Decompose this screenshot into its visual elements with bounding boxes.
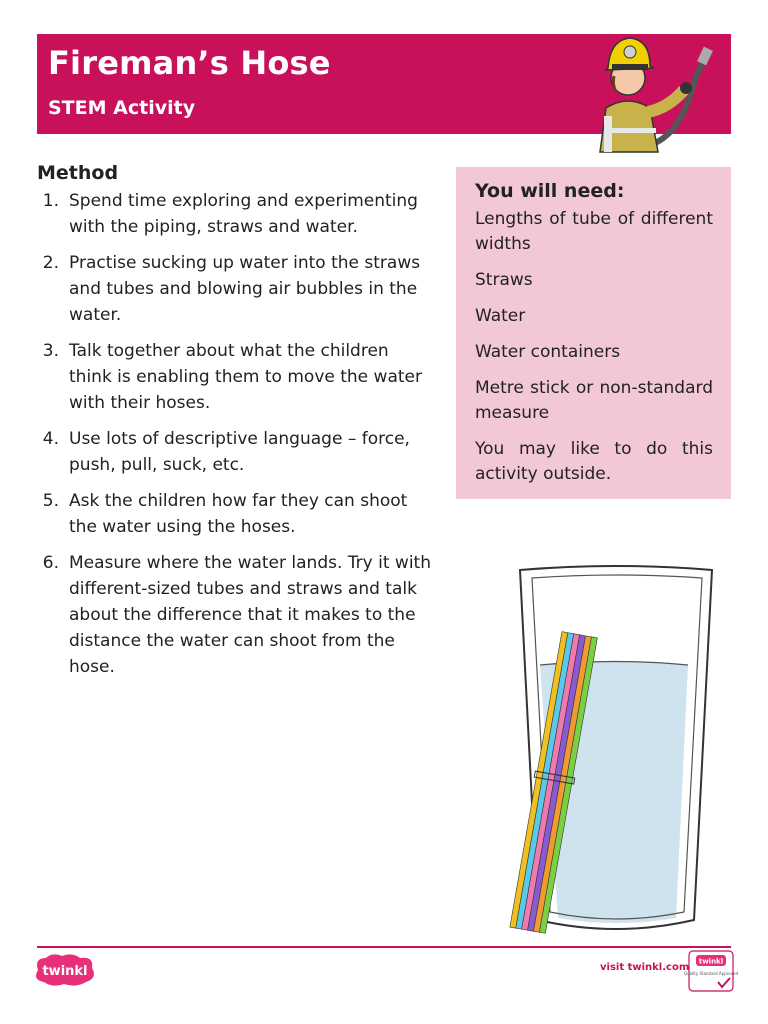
you-will-need-panel (456, 167, 731, 499)
method-step (37, 488, 437, 540)
fireman-illustration (588, 16, 718, 152)
needs-item: Lengths of tube of different widths (475, 209, 713, 254)
needs-item: You may like to do this activity outside. (475, 439, 713, 484)
needs-item: Water (475, 306, 526, 326)
step-text: Talk together about what the children think is enabling them to move the water with their hoses. (69, 341, 422, 413)
glass-with-straws-illustration (476, 560, 716, 940)
method-step (37, 250, 437, 328)
needs-item: Straws (475, 270, 533, 290)
quality-standard-badge (683, 950, 739, 992)
step-number: 3. (42, 341, 59, 361)
visit-link[interactable]: visit twinkl.com (600, 962, 690, 973)
step-text: Ask the children how far they can shoot the water using the hoses. (69, 491, 408, 537)
needs-heading: You will need: (475, 180, 625, 202)
needs-list (475, 207, 713, 487)
page-title: Fireman’s Hose (48, 44, 331, 82)
badge-brand: twinkl (698, 957, 724, 966)
method-steps (37, 188, 437, 690)
method-step (37, 338, 437, 416)
method-step (37, 426, 437, 478)
step-text: Spend time exploring and experimenting with the piping, straws and water. (69, 191, 418, 237)
step-number: 6. (42, 553, 59, 573)
step-number: 5. (42, 491, 59, 511)
step-text: Measure where the water lands. Try it with different-sized tubes and straws and talk about the difference that it makes to the distance the water can shoot from the hose. (69, 553, 431, 677)
step-number: 2. (42, 253, 59, 273)
method-heading: Method (37, 162, 119, 184)
needs-item: Metre stick or non-standard measure (475, 378, 713, 423)
needs-item: Water containers (475, 342, 621, 362)
step-text: Use lots of descriptive language – force, push, pull, suck, etc. (69, 429, 410, 475)
step-number: 1. (42, 191, 59, 211)
step-number: 4. (42, 429, 59, 449)
badge-text: Quality Standard Approved (683, 971, 739, 976)
method-step (37, 188, 437, 240)
logo-text: twinkl (42, 964, 88, 979)
page-subtitle: STEM Activity (48, 97, 196, 119)
step-text: Practise sucking up water into the straws and tubes and blowing air bubbles in the water. (69, 253, 421, 325)
twinkl-logo[interactable] (30, 952, 100, 988)
footer-divider (37, 946, 731, 948)
method-step (37, 550, 437, 680)
